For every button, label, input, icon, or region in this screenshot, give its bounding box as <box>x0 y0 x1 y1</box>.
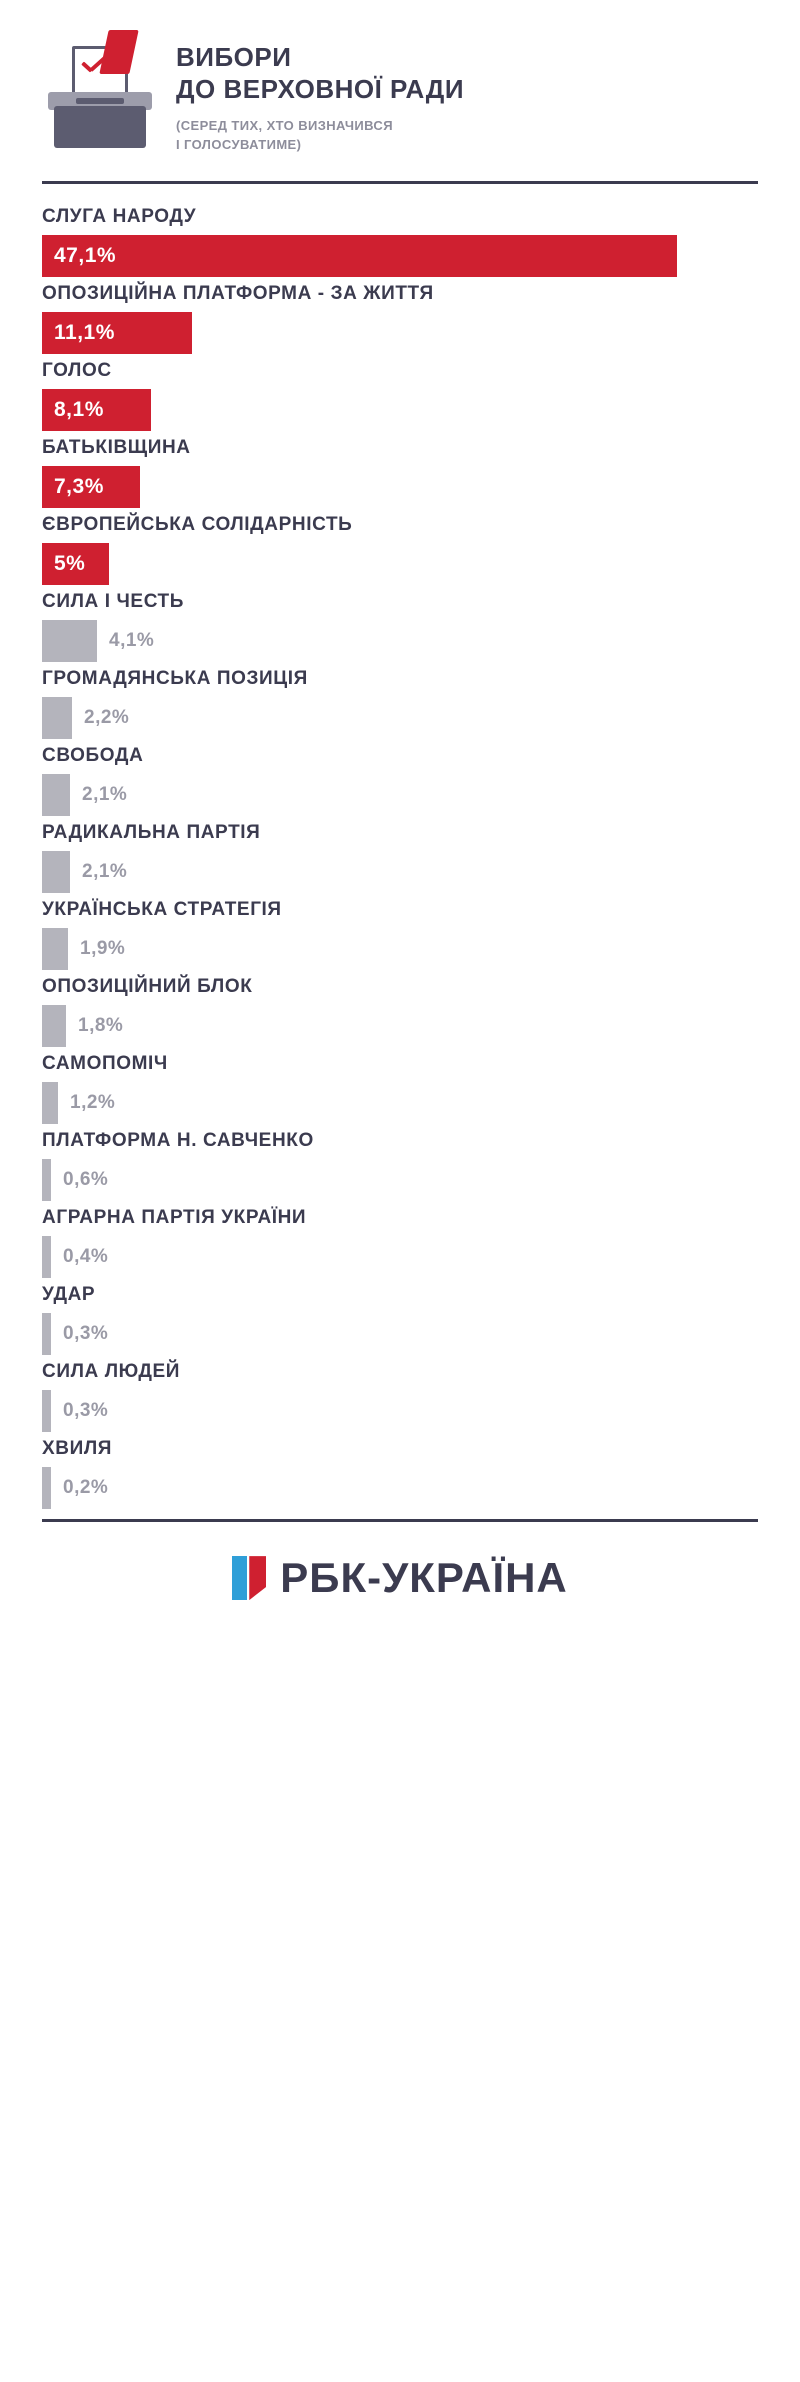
bar-line <box>42 697 758 739</box>
bar <box>42 1236 51 1278</box>
chart-row <box>42 283 758 354</box>
bar-line <box>42 1005 758 1047</box>
party-label: ХВИЛЯ <box>42 1438 113 1460</box>
bar <box>42 1390 51 1432</box>
party-label: СИЛА І ЧЕСТЬ <box>42 591 184 613</box>
bar-value: 5% <box>54 552 86 576</box>
bar-line <box>42 466 758 508</box>
logo-blue-bar <box>232 1556 247 1600</box>
bar <box>42 235 677 277</box>
chart-row <box>42 206 758 277</box>
bar-value: 2,1% <box>82 784 128 806</box>
chart-row <box>42 360 758 431</box>
bar-value: 47,1% <box>54 244 117 268</box>
party-label: АГРАРНА ПАРТІЯ УКРАЇНИ <box>42 1207 307 1229</box>
chart-row <box>42 1361 758 1432</box>
checkmark-icon <box>81 58 111 74</box>
bar-line <box>42 774 758 816</box>
bar <box>42 1082 58 1124</box>
bar <box>42 851 70 893</box>
bar-line <box>42 851 758 893</box>
party-label: ПЛАТФОРМА Н. САВЧЕНКО <box>42 1130 314 1152</box>
party-label: РАДИКАЛЬНА ПАРТІЯ <box>42 822 261 844</box>
page-subtitle-line2: І ГОЛОСУВАТИМЕ) <box>176 137 302 153</box>
ballot-box-icon <box>48 28 154 146</box>
bar-value: 0,6% <box>63 1169 109 1191</box>
chart-row <box>42 976 758 1047</box>
bar <box>42 928 68 970</box>
bar <box>42 543 109 585</box>
bar-line <box>42 1390 758 1432</box>
bar-line <box>42 1467 758 1509</box>
chart-row <box>42 745 758 816</box>
party-label: САМОПОМІЧ <box>42 1053 168 1075</box>
bar-line <box>42 1313 758 1355</box>
party-label: ЄВРОПЕЙСЬКА СОЛІДАРНІСТЬ <box>42 514 353 536</box>
party-label: УКРАЇНСЬКА СТРАТЕГІЯ <box>42 899 282 921</box>
bar-value: 1,2% <box>70 1092 116 1114</box>
bar-line <box>42 389 758 431</box>
logo-red-bar <box>249 1556 266 1600</box>
chart-row <box>42 1053 758 1124</box>
bar-value: 2,2% <box>84 707 130 729</box>
bar <box>42 774 70 816</box>
bar <box>42 1467 51 1509</box>
bar <box>42 312 192 354</box>
bar-line <box>42 543 758 585</box>
bar-value: 0,2% <box>63 1477 109 1499</box>
bar <box>42 1159 51 1201</box>
page-title-line1: ВИБОРИ <box>176 42 292 72</box>
bar-line <box>42 620 758 662</box>
header <box>42 0 758 177</box>
party-label: СЛУГА НАРОДУ <box>42 206 197 228</box>
chart-row <box>42 1284 758 1355</box>
bar-chart <box>42 184 758 1509</box>
chart-row <box>42 1438 758 1509</box>
chart-row <box>42 822 758 893</box>
bar-line <box>42 1082 758 1124</box>
bar <box>42 697 72 739</box>
bar-line <box>42 1159 758 1201</box>
party-label: СВОБОДА <box>42 745 144 767</box>
footer <box>42 1522 758 1602</box>
bar-line <box>42 235 758 277</box>
chart-row <box>42 899 758 970</box>
bar <box>42 1005 66 1047</box>
bar-value: 4,1% <box>109 630 155 652</box>
chart-row <box>42 668 758 739</box>
party-label: ОПОЗИЦІЙНА ПЛАТФОРМА - ЗА ЖИТТЯ <box>42 283 434 305</box>
chart-row <box>42 1207 758 1278</box>
party-label: БАТЬКІВЩИНА <box>42 437 191 459</box>
page-subtitle-line1: (СЕРЕД ТИХ, ХТО ВИЗНАЧИВСЯ <box>176 118 393 134</box>
page-subtitle <box>176 117 464 155</box>
bar-value: 0,3% <box>63 1400 109 1422</box>
bar-line <box>42 928 758 970</box>
bar-value: 8,1% <box>54 398 104 422</box>
chart-row <box>42 514 758 585</box>
party-label: УДАР <box>42 1284 96 1306</box>
bar-line <box>42 1236 758 1278</box>
chart-row <box>42 437 758 508</box>
chart-row <box>42 591 758 662</box>
ballot-box-slot-shape <box>76 98 124 104</box>
bar-line <box>42 312 758 354</box>
bar-value: 2,1% <box>82 861 128 883</box>
bar-value: 7,3% <box>54 475 104 499</box>
bar <box>42 389 151 431</box>
party-label: ОПОЗИЦІЙНИЙ БЛОК <box>42 976 253 998</box>
party-label: СИЛА ЛЮДЕЙ <box>42 1361 181 1383</box>
bar-value: 1,9% <box>80 938 126 960</box>
rbc-ukraine-logo-icon <box>232 1556 266 1600</box>
bar-value: 1,8% <box>78 1015 124 1037</box>
ballot-box-body-shape <box>54 106 146 148</box>
page-title-line2: ДО ВЕРХОВНОЇ РАДИ <box>176 73 465 104</box>
party-label: ГОЛОС <box>42 360 112 382</box>
bar-value: 11,1% <box>54 321 115 345</box>
chart-row <box>42 1130 758 1201</box>
bar <box>42 620 97 662</box>
header-text <box>176 28 464 155</box>
bar <box>42 1313 51 1355</box>
bar-value: 0,4% <box>63 1246 109 1268</box>
party-label: ГРОМАДЯНСЬКА ПОЗИЦІЯ <box>42 668 308 690</box>
bar <box>42 466 140 508</box>
bar-value: 0,3% <box>63 1323 109 1345</box>
brand-name: РБК-УКРАЇНА <box>280 1554 568 1602</box>
